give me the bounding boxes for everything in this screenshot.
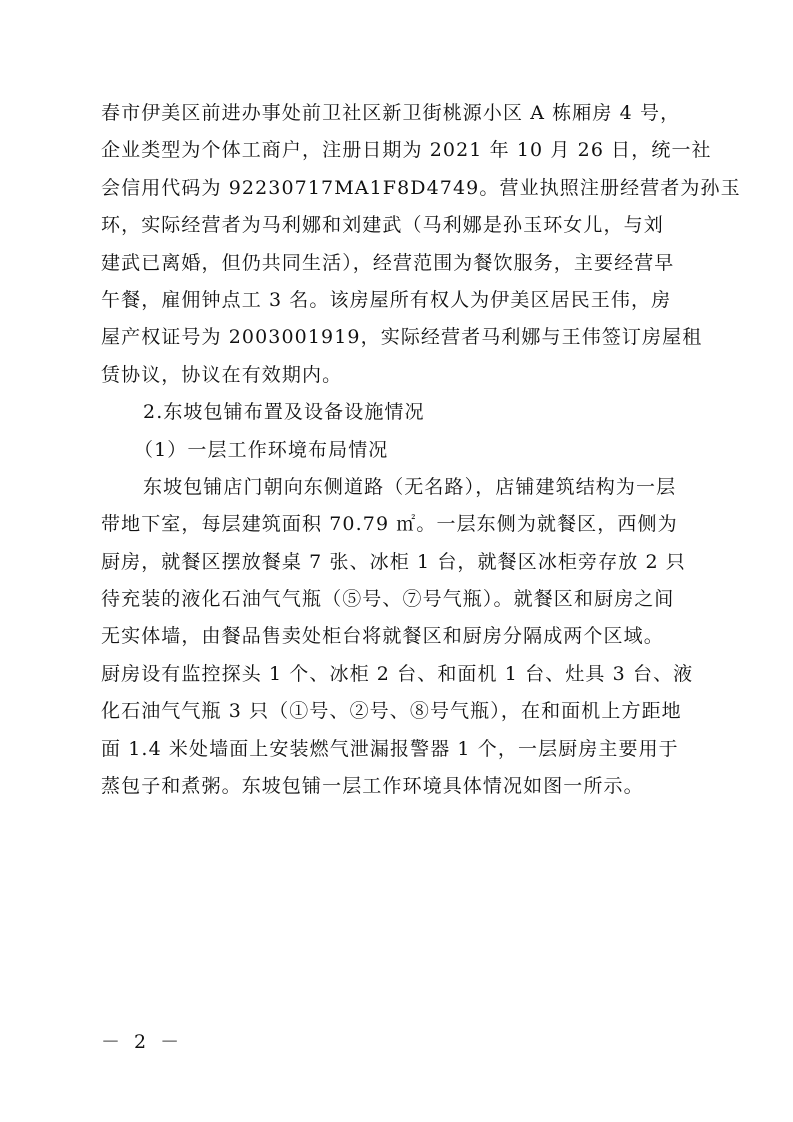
paragraph-line: 化石油气气瓶 3 只（①号、②号、⑧号气瓶），在和面机上方距地 [101, 700, 682, 723]
paragraph-line: 东坡包铺店门朝向东侧道路（无名路），店铺建筑结构为一层 [143, 475, 677, 498]
paragraph-line: 厨房设有监控探头 1 个、冰柜 2 台、和面机 1 台、灶具 3 台、液 [101, 662, 694, 685]
paragraph-line: 企业类型为个体工商户，注册日期为 2021 年 10 月 26 日，统一社 [101, 139, 712, 162]
paragraph-line: 屋产权证号为 2003001919，实际经营者马利娜与王伟签订房屋租 [101, 326, 703, 349]
paragraph-line: 待充装的液化石油气气瓶（⑤号、⑦号气瓶）。就餐区和厨房之间 [101, 588, 675, 611]
paragraph-line: 午餐，雇佣钟点工 3 名。该房屋所有权人为伊美区居民王伟，房 [101, 288, 672, 311]
paragraph-line: 无实体墙，由餐品售卖处柜台将就餐区和厨房分隔成两个区域。 [101, 625, 664, 648]
page-number: － 2 － [101, 1031, 184, 1053]
paragraph-line: 面 1.4 米处墙面上安装燃气泄漏报警器 1 个，一层厨房主要用于 [101, 737, 679, 760]
paragraph-line: 带地下室，每层建筑面积 70.79 ㎡。一层东侧为就餐区，西侧为 [101, 513, 678, 536]
paragraph-line: 厨房，就餐区摆放餐桌 7 张、冰柜 1 台，就餐区冰柜旁存放 2 只 [101, 550, 686, 573]
paragraph-line: 会信用代码为 92230717MA1F8D4749。营业执照注册经营者为孙玉 [101, 176, 741, 199]
section-heading: 2.东坡包铺布置及设备设施情况 [143, 401, 425, 424]
paragraph-line: 建武已离婚，但仍共同生活），经营范围为餐饮服务，主要经营早 [101, 251, 675, 274]
subsection-heading: （1）一层工作环境布局情况 [134, 438, 389, 461]
paragraph-line: 赁协议，协议在有效期内。 [101, 363, 343, 386]
paragraph-line: 环，实际经营者为马利娜和刘建武（马利娜是孙玉环女儿，与刘 [101, 214, 664, 237]
paragraph-line: 春市伊美区前进办事处前卫社区新卫街桃源小区 A 栋厢房 4 号， [101, 102, 681, 124]
paragraph-line: 蒸包子和煮粥。东坡包铺一层工作环境具体情况如图一所示。 [101, 775, 644, 798]
body-text [101, 95, 741, 805]
